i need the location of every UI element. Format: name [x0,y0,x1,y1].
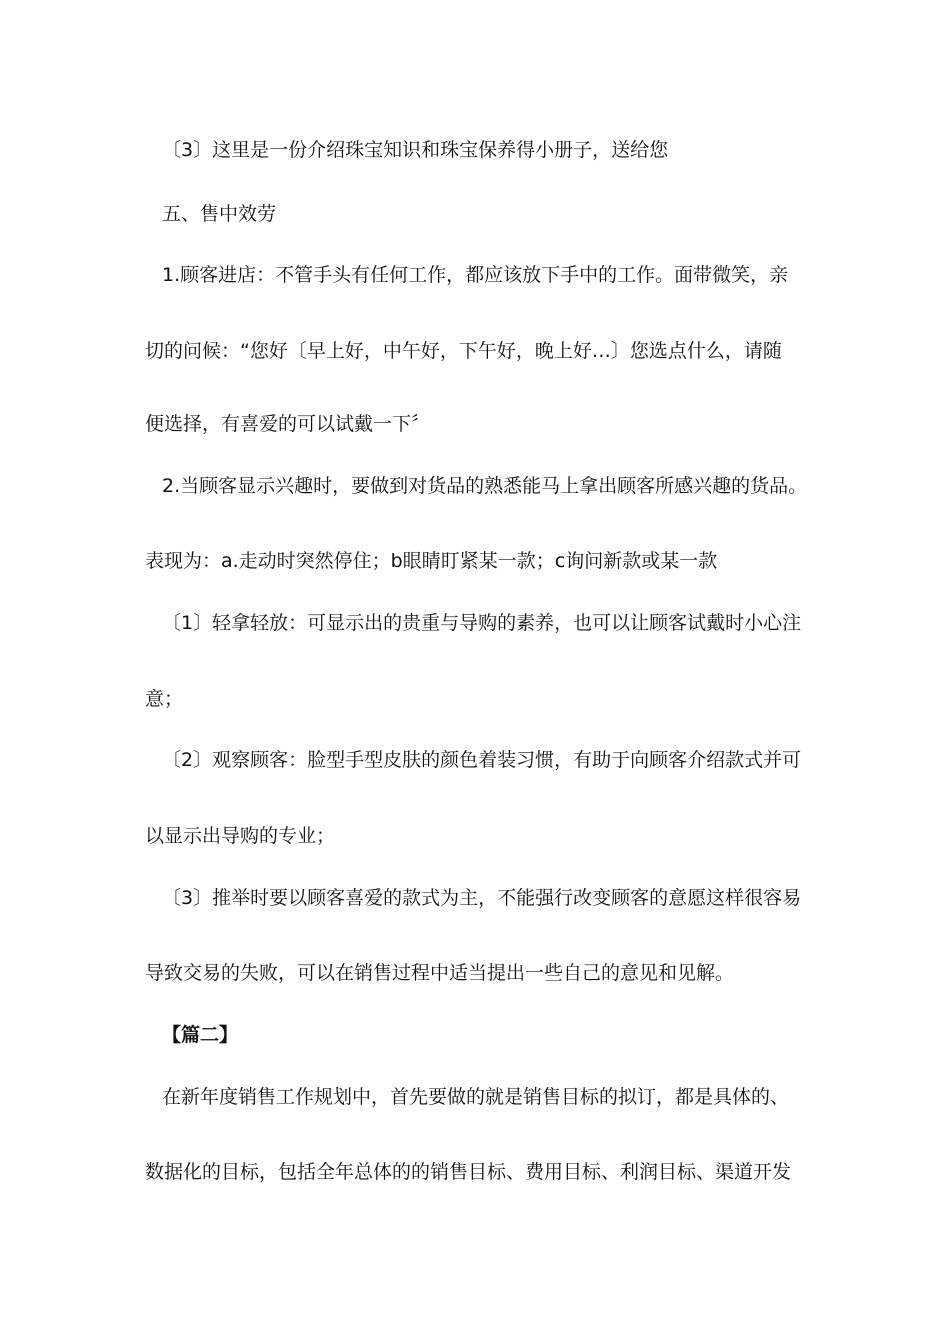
paragraph-line: 〔3〕推举时要以顾客喜爱的款式为主，不能强行改变顾客的意愿这样很容易 [162,887,802,909]
paragraph-line: 导致交易的失败，可以在销售过程中适当提出一些自己的意见和见解。 [145,962,735,984]
paragraph-line: 〔3〕这里是一份介绍珠宝知识和珠宝保养得小册子，送给您 [162,139,669,161]
paragraph-line: 1.顾客进店：不管手头有任何工作，都应该放下手中的工作。面带微笑，亲 [162,264,789,286]
section-heading: 五、售中效劳 [162,203,277,225]
paragraph-line: 数据化的目标，包括全年总体的的销售目标、费用目标、利润目标、渠道开发 [145,1161,792,1183]
paragraph-line: 2.当顾客显示兴趣时，要做到对货品的熟悉能马上拿出顾客所感兴趣的货品。 [162,475,808,497]
paragraph-line: 在新年度销售工作规划中，首先要做的就是销售目标的拟订，都是具体的、 [162,1086,790,1108]
paragraph-line: 〔1〕轻拿轻放：可显示出的贵重与导购的素养，也可以让顾客试戴时小心注 [162,612,802,634]
section-heading-part-two: 【篇二】 [162,1024,239,1046]
paragraph-line: 便选择，有喜爱的可以试戴一下〞 [145,413,431,435]
paragraph-line: 〔2〕观察顾客：脸型手型皮肤的颜色着装习惯，有助于向顾客介绍款式并可 [162,749,802,771]
paragraph-line: 以显示出导购的专业； [145,825,336,847]
paragraph-line: 切的问候：“您好〔早上好，中午好，下午好，晚上好…〕您选点什么，请随 [145,340,782,362]
paragraph-line: 意； [145,688,184,710]
paragraph-line: 表现为：a.走动时突然停住；b眼睛盯紧某一款；c询问新款或某一款 [145,550,718,572]
